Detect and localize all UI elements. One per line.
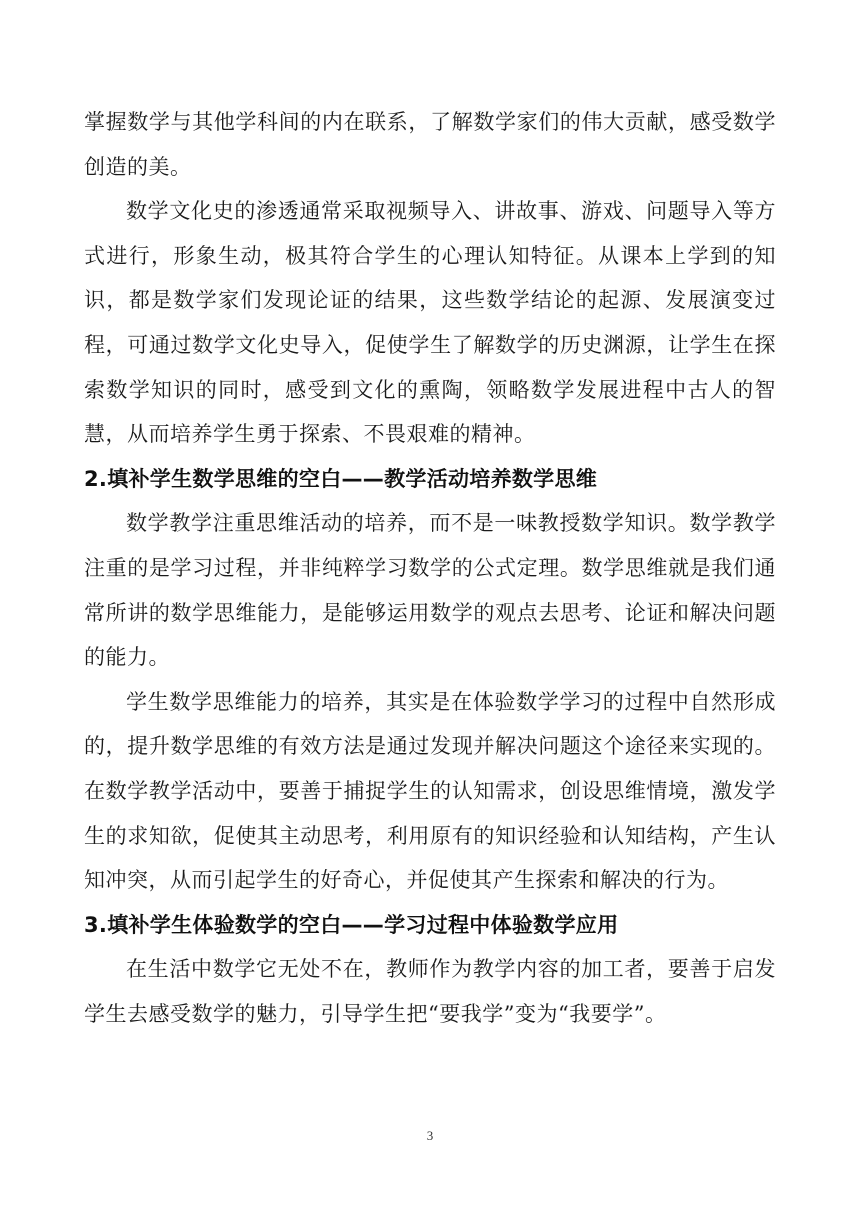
section-heading-2: 2.填补学生数学思维的空白——教学活动培养数学思维 — [84, 466, 598, 491]
paragraph-math-application: 在生活中数学它无处不在，教师作为教学内容的加工者，要善于启发学生去感受数学的魅力，引导学生把“要我学”变为“我要学”。 — [84, 957, 776, 1026]
paragraph-thinking-ability: 学生数学思维能力的培养，其实是在体验数学学习的过程中自然形成的，提升数学思维的有效方法是通过发现并解决问题这个途径来实现的。在数学教学活动中，要善于捕捉学生的认知需求，创设思维情境，激发学生的求知欲，促使其主动思考，利用原有的知识经验和认知结构，产生认知冲突，从而引起学生的好奇心，并促使其产生探索和解决的行为。 — [84, 689, 776, 893]
section-heading-3: 3.填补学生体验数学的空白——学习过程中体验数学应用 — [84, 912, 619, 937]
page-number: 3 — [426, 1128, 434, 1143]
paragraph-math-thinking: 数学教学注重思维活动的培养，而不是一味教授数学知识。数学教学注重的是学习过程，并非纯粹学习数学的公式定理。数学思维就是我们通常所讲的数学思维能力，是能够运用数学的观点去思考、论证和解决问题的能力。 — [84, 511, 776, 670]
paragraph-continued: 掌握数学与其他学科间的内在联系，了解数学家们的伟大贡献，感受数学创造的美。 — [84, 110, 776, 179]
page-body — [84, 100, 776, 1036]
paragraph-math-culture-history: 数学文化史的渗透通常采取视频导入、讲故事、游戏、问题导入等方式进行，形象生动，极其符合学生的心理认知特征。从课本上学到的知识，都是数学家们发现论证的结果，这些数学结论的起源、发展演变过程，可通过数学文化史导入，促使学生了解数学的历史渊源，让学生在探索数学知识的同时，感受到文化的熏陶，领略数学发展进程中古人的智慧，从而培养学生勇于探索、不畏艰难的精神。 — [84, 199, 776, 447]
